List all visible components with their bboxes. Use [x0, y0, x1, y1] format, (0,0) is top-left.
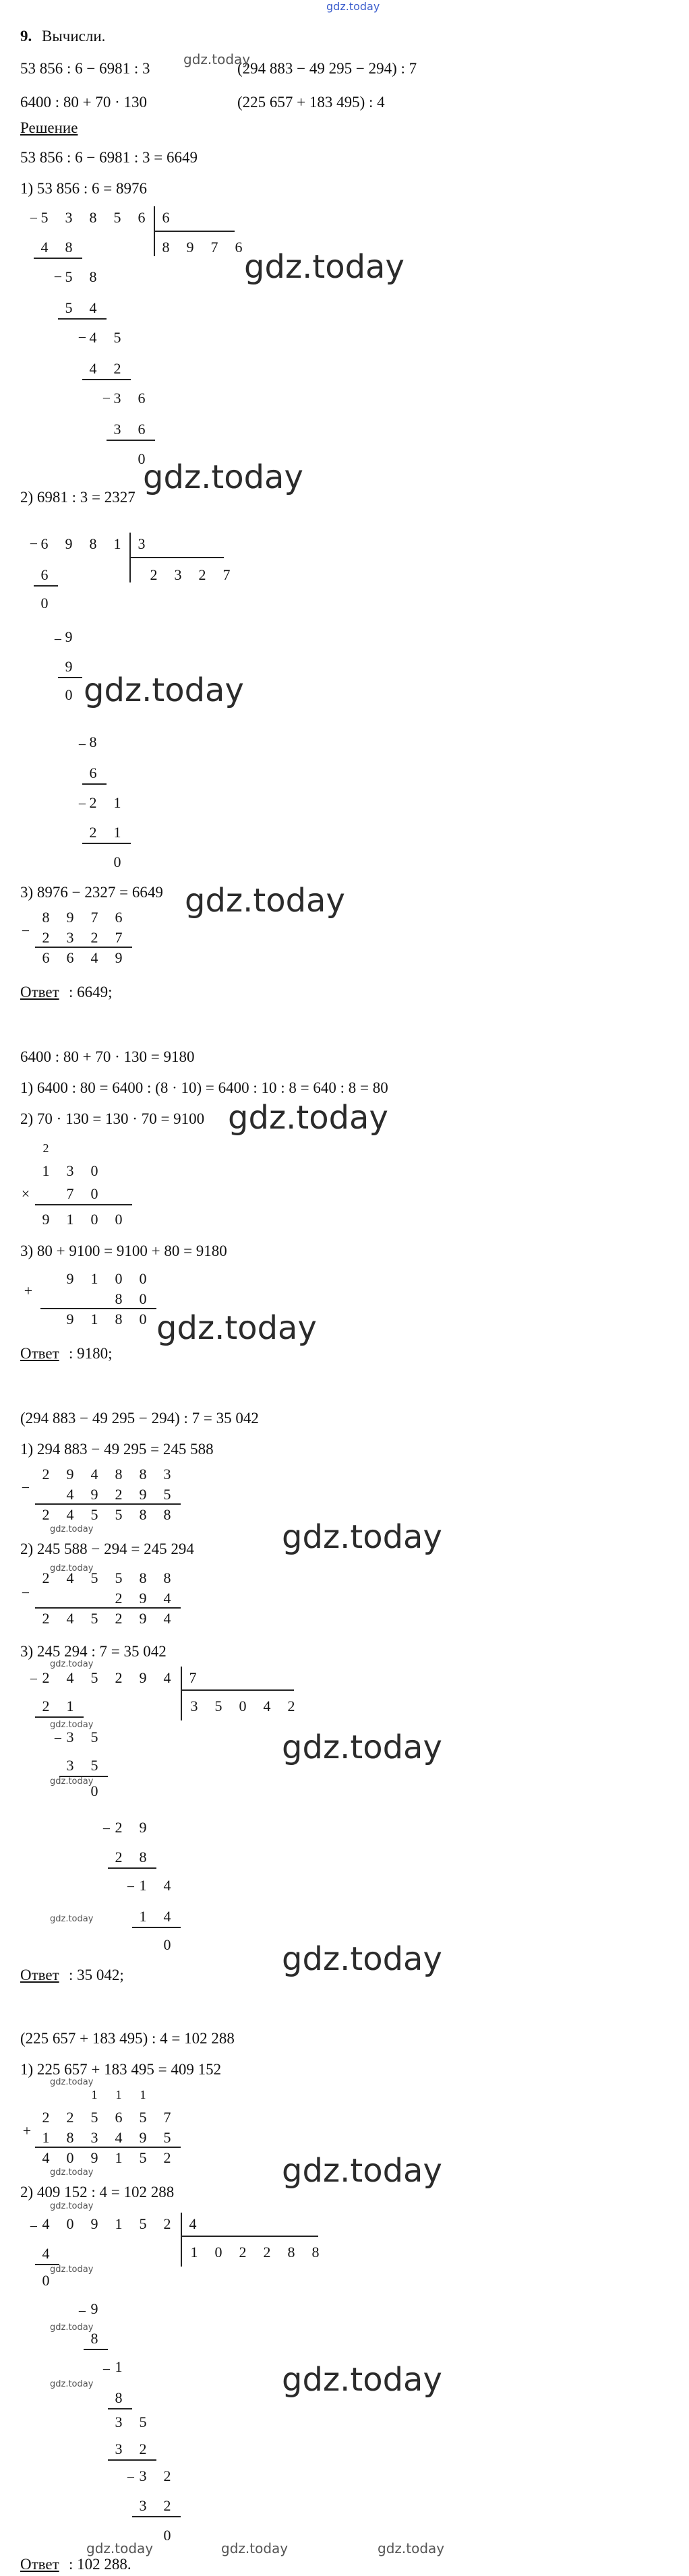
p1-step2: 2) 6981 : 3 = 2327 — [20, 489, 136, 506]
watermark-bottom: gdz.today — [221, 2540, 289, 2556]
p4-step2: 2) 409 152 : 4 = 102 288 — [20, 2184, 175, 2200]
p3-step1: 1) 294 883 − 49 295 = 245 588 — [20, 1441, 214, 1458]
watermark: gdz.today — [228, 1099, 388, 1137]
p3-answer: : 35 042; — [69, 1967, 124, 1983]
p4-answer: : 102 288. — [69, 2556, 131, 2573]
watermark: gdz.today — [84, 671, 244, 709]
watermark: gdz.today — [282, 1729, 442, 1766]
answer-label: Ответ — [20, 1967, 59, 1983]
problem-d: (225 657 + 183 495) : 4 — [237, 94, 385, 111]
watermark-small: gdz.today — [183, 51, 251, 67]
p2-step2: 2) 70 · 130 = 130 · 70 = 9100 — [20, 1110, 205, 1127]
p3-main: (294 883 − 49 295 − 294) : 7 = 35 042 — [20, 1410, 259, 1427]
watermark-bottom: gdz.today — [86, 2540, 154, 2556]
exercise-instruction: Вычисли. — [42, 28, 106, 44]
p1-step1: 1) 53 856 : 6 = 8976 — [20, 180, 148, 197]
watermark-small: gdz.today — [50, 2323, 94, 2333]
watermark-small: gdz.today — [50, 2379, 94, 2389]
watermark-small: gdz.today — [50, 1776, 94, 1787]
watermark-small: gdz.today — [50, 1659, 94, 1669]
answer-label: Ответ — [20, 984, 59, 1000]
watermark: gdz.today — [185, 882, 345, 920]
watermark-small: gdz.today — [50, 2201, 94, 2211]
p2-step3: 3) 80 + 9100 = 9100 + 80 = 9180 — [20, 1242, 227, 1259]
answer-label: Ответ — [20, 1345, 59, 1362]
watermark: gdz.today — [282, 1518, 442, 1556]
problem-c: 6400 : 80 + 70 · 130 — [20, 94, 148, 111]
p4-step1: 1) 225 657 + 183 495 = 409 152 — [20, 2061, 222, 2078]
p2-answer: : 9180; — [69, 1345, 113, 1362]
watermark: gdz.today — [282, 1940, 442, 1978]
p4-main: (225 657 + 183 495) : 4 = 102 288 — [20, 2030, 235, 2047]
watermark-small: gdz.today — [50, 1720, 94, 1730]
p1-main: 53 856 : 6 − 6981 : 3 = 6649 — [20, 149, 198, 166]
answer-label: Ответ — [20, 2556, 59, 2573]
problem-a: 53 856 : 6 − 6981 : 3 — [20, 60, 150, 77]
watermark: gdz.today — [282, 2152, 442, 2190]
watermark: gdz.today — [244, 248, 405, 286]
watermark-small: gdz.today — [50, 1524, 94, 1534]
watermark-small: gdz.today — [50, 1914, 94, 1924]
p1-answer: : 6649; — [69, 984, 113, 1000]
watermark-small: gdz.today — [50, 2077, 94, 2087]
p1-step3: 3) 8976 − 2327 = 6649 — [20, 884, 163, 901]
exercise-number: 9. — [20, 28, 32, 44]
watermark-top: gdz.today — [326, 0, 380, 13]
watermark: gdz.today — [282, 2361, 442, 2399]
watermark-bottom: gdz.today — [378, 2540, 445, 2556]
p2-main: 6400 : 80 + 70 · 130 = 9180 — [20, 1048, 195, 1065]
watermark: gdz.today — [143, 458, 303, 496]
watermark-small: gdz.today — [50, 2265, 94, 2275]
watermark-small: gdz.today — [50, 2167, 94, 2178]
p2-step1: 1) 6400 : 80 = 6400 : (8 · 10) = 6400 : 10 : 8 = 640 : 8 = 80 — [20, 1079, 388, 1096]
p3-step3: 3) 245 294 : 7 = 35 042 — [20, 1643, 167, 1660]
watermark-small: gdz.today — [50, 1563, 94, 1574]
problem-b: (294 883 − 49 295 − 294) : 7 — [237, 60, 417, 77]
solution-label: Решение — [20, 119, 78, 136]
watermark: gdz.today — [156, 1309, 317, 1347]
p3-step2: 2) 245 588 − 294 = 245 294 — [20, 1540, 194, 1557]
